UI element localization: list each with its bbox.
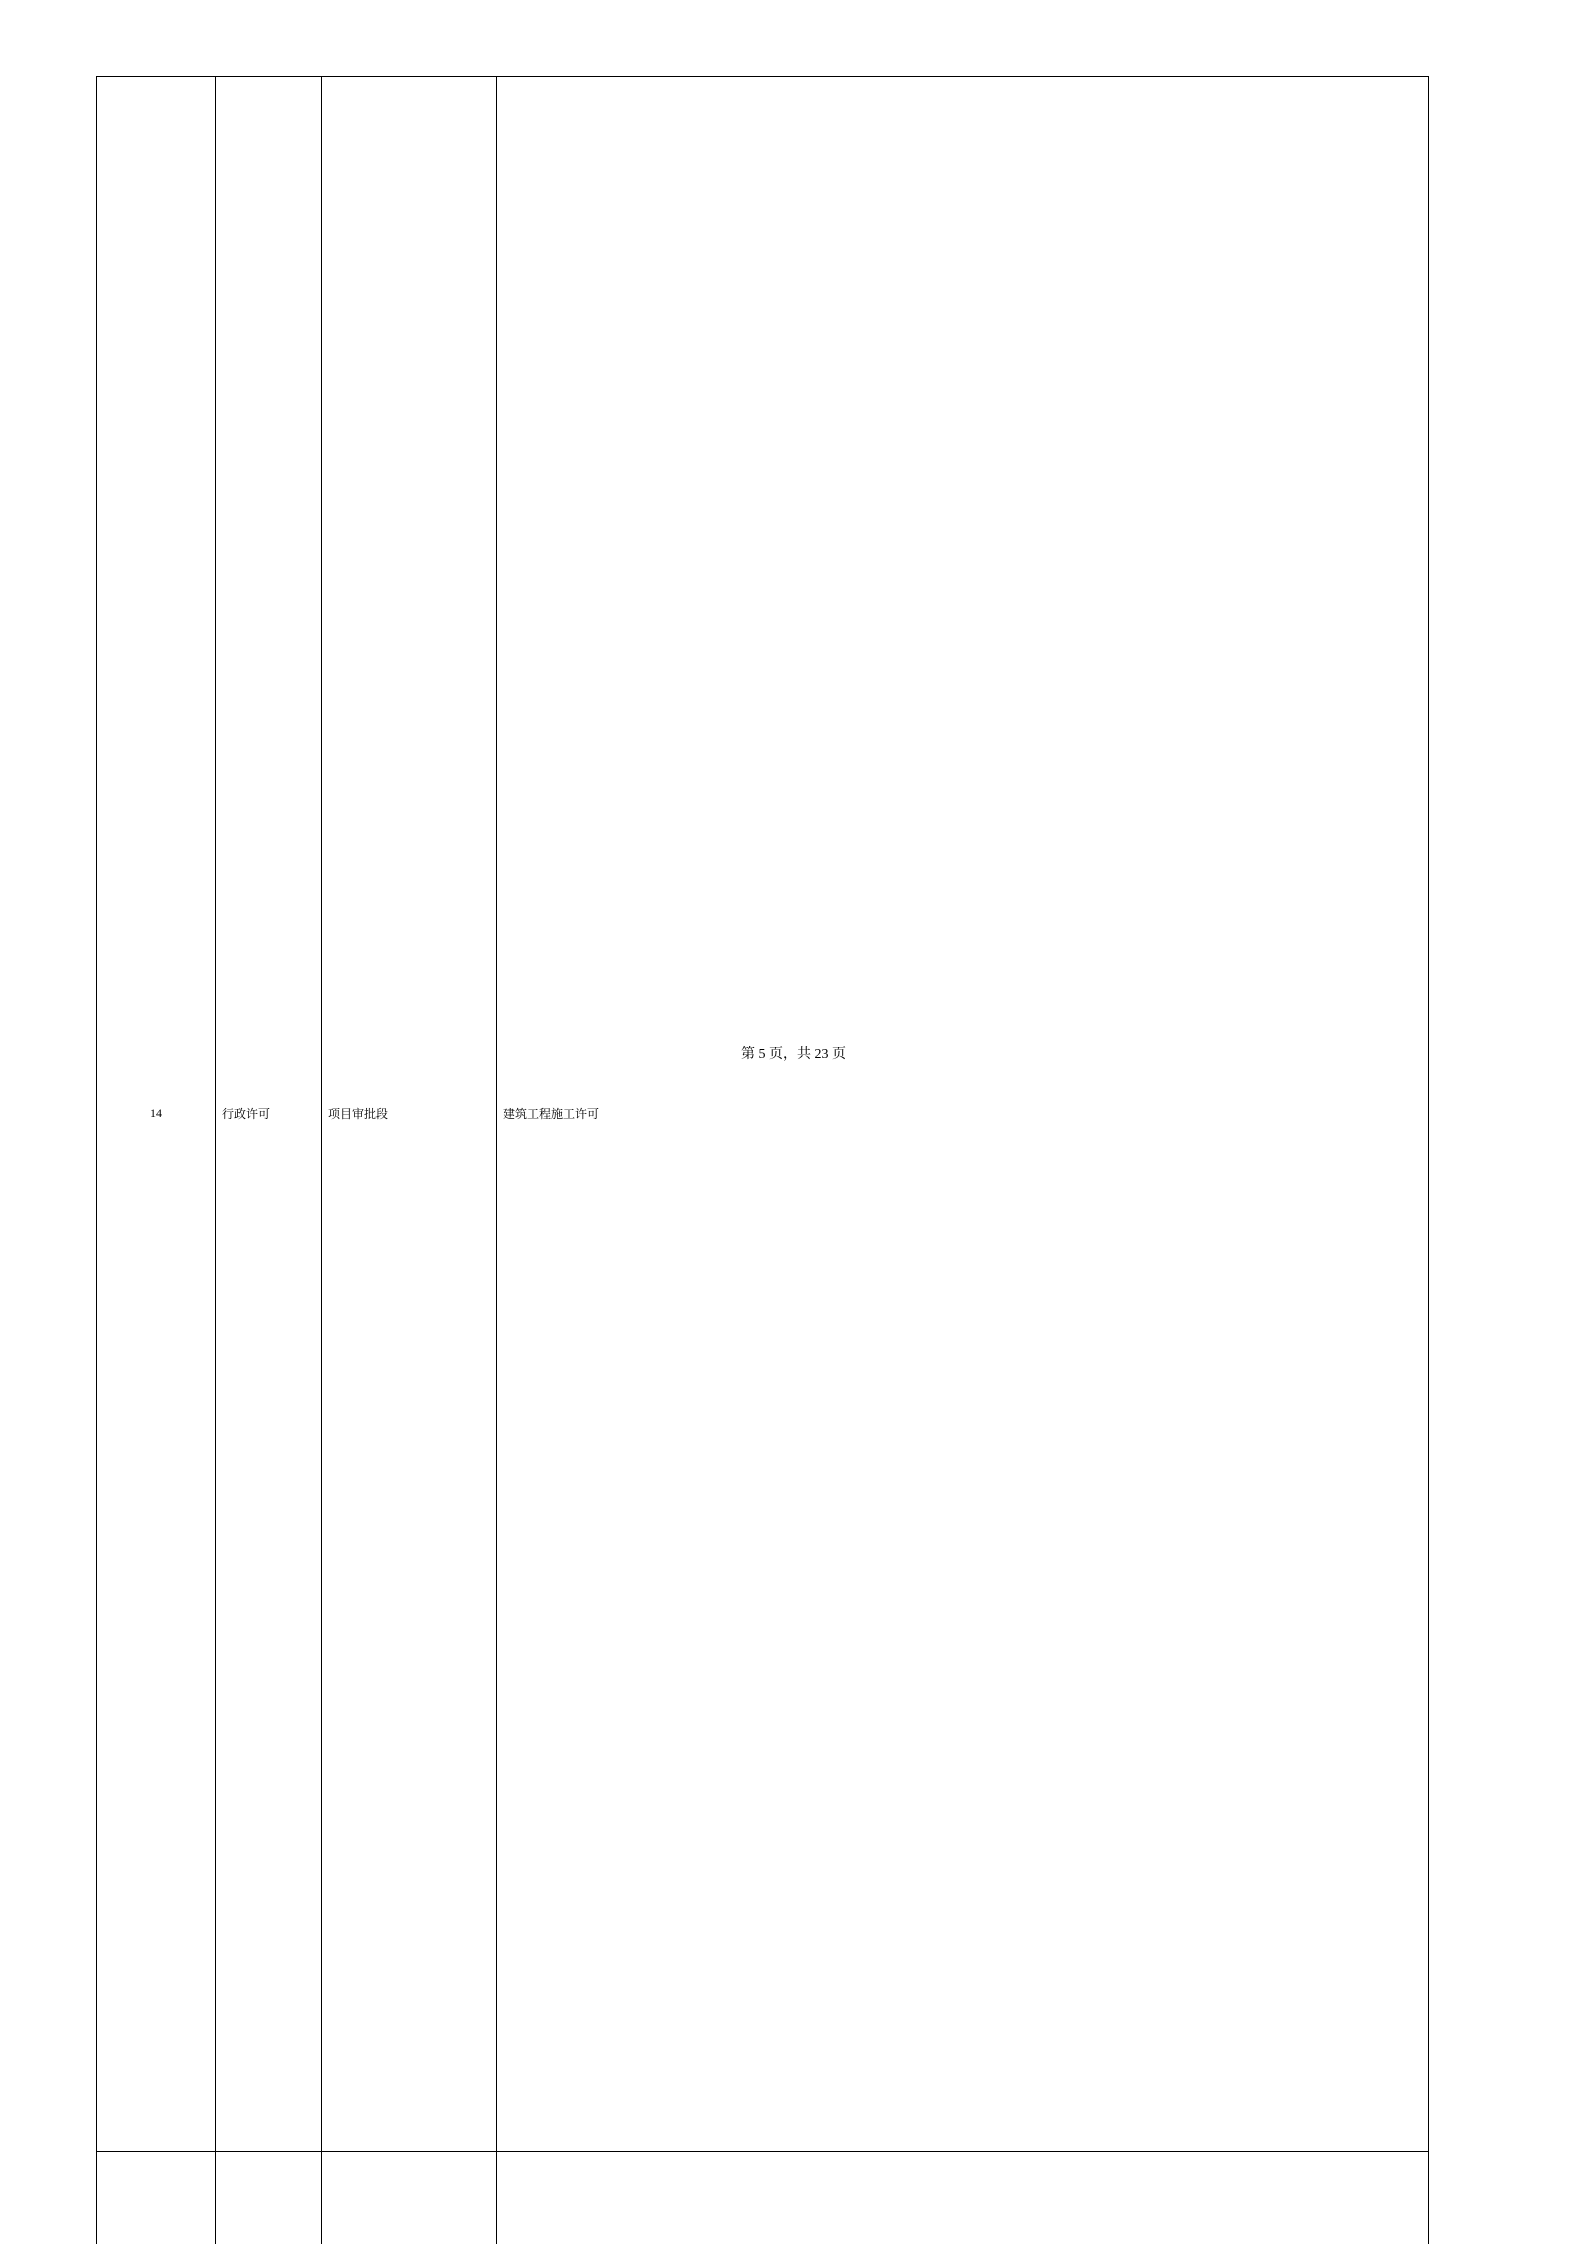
table-row bbox=[97, 77, 1429, 2152]
table-row bbox=[97, 2151, 1429, 2244]
permit-table bbox=[96, 76, 1429, 2244]
item-name: 建筑工程施工许可 bbox=[497, 77, 1429, 2152]
item-stage bbox=[322, 2151, 497, 2244]
row-number bbox=[97, 2151, 216, 2244]
item-name bbox=[497, 2151, 1429, 2244]
item-category: 行政许可 bbox=[216, 77, 322, 2152]
row-number: 14 bbox=[97, 77, 216, 2152]
item-stage: 项目审批段 bbox=[322, 77, 497, 2152]
page-footer: 第 5 页，共 23 页 bbox=[741, 1047, 846, 1062]
item-category bbox=[216, 2151, 322, 2244]
